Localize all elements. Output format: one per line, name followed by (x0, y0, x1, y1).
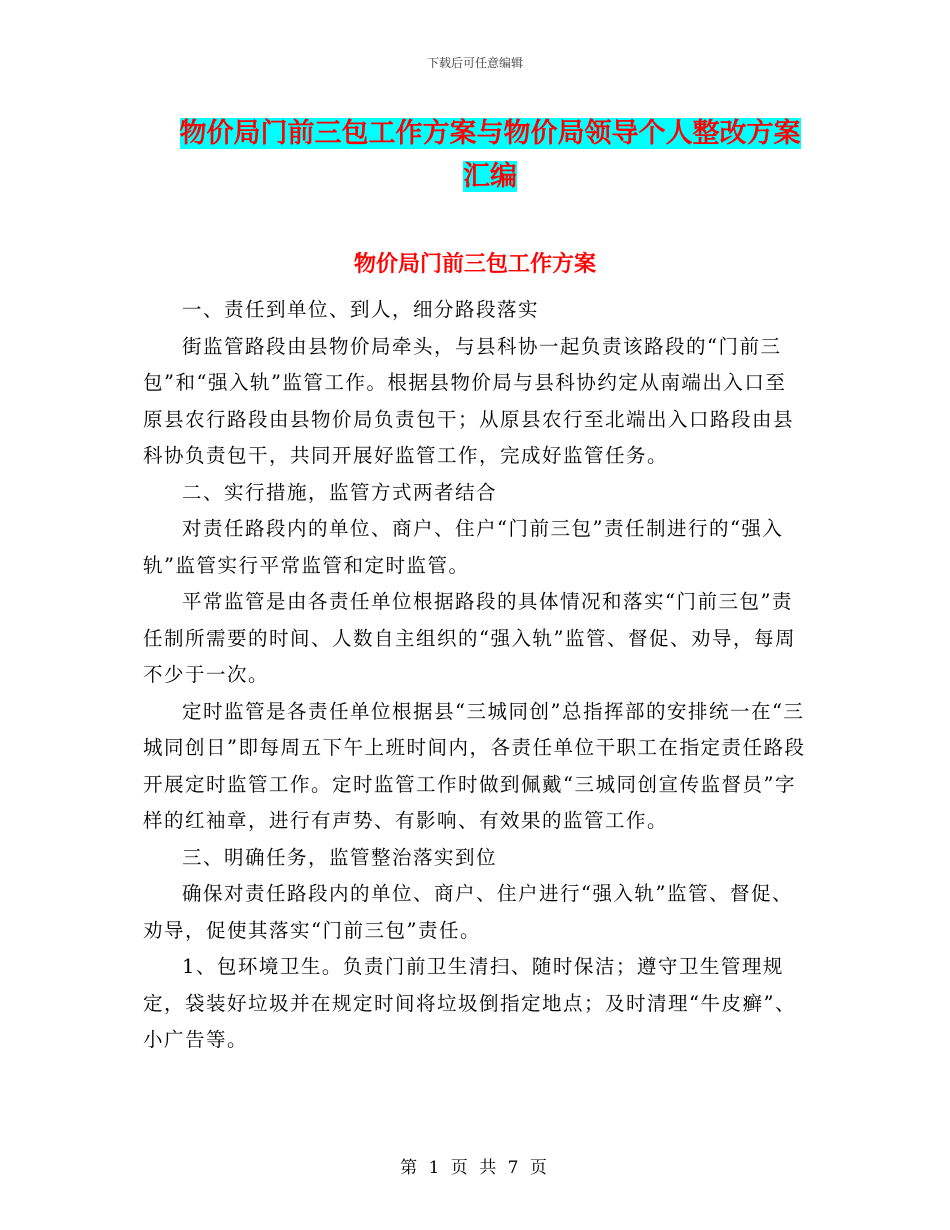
section-title: 物价局门前三包工作方案 (353, 252, 596, 277)
paragraph: 街监管路段由县物价局牵头，与县科协一起负责该路段的“门前三包”和“强入轨”监管工作。根据县物价局与县科协约定从南端出入口至原县农行路段由县物价局负责包干；从原县农行至北端出入口路段由县科协负责包干，共同开展好监管工作，完成好监管任务。 (143, 334, 795, 467)
document-title-line-2: 汇编 (463, 161, 517, 192)
page-footer-page-number: 第 1 页 共 7 页 (400, 1158, 550, 1178)
paragraph: 一、责任到单位、到人，细分路段落实 (182, 298, 540, 321)
document-title-line-1: 物价局门前三包工作方案与物价局领导个人整改方案 (179, 118, 801, 149)
document-title (140, 112, 840, 198)
paragraph: 对责任路段内的单位、商户、住户“门前三包”责任制进行的“强入轨”监管实行平常监管和定时监管。 (143, 517, 784, 577)
paragraph: 平常监管是由各责任单位根据路段的具体情况和落实“门前三包”责任制所需要的时间、人数自主组织的“强入轨”监管、督促、劝导，每周不少于一次。 (143, 590, 796, 686)
page-header-note: 下载后可任意编辑 (426, 56, 523, 70)
paragraph: 确保对责任路段内的单位、商户、住户进行“强入轨”监管、督促、劝导，促使其落实“门前三包”责任。 (143, 882, 793, 942)
paragraph: 三、明确任务，监管整治落实到位 (182, 845, 498, 869)
paragraph: 二、实行措施，监管方式两者结合 (182, 480, 498, 504)
paragraph: 1、包环境卫生。负责门前卫生清扫、随时保洁；遵守卫生管理规定，袋装好垃圾并在规定时间将垃圾倒指定地点；及时清理“牛皮癣”、小广告等。 (143, 955, 796, 1051)
paragraph: 定时监管是各责任单位根据县“三城同创”总指挥部的安排统一在“三城同创日”即每周五下午上班时间内，各责任单位干职工在指定责任路段开展定时监管工作。定时监管工作时做到佩戴“三城同创宣传监督员”字样的红袖章，进行有声势、有影响、有效果的监管工作。 (143, 699, 806, 832)
document-body (143, 292, 807, 1059)
